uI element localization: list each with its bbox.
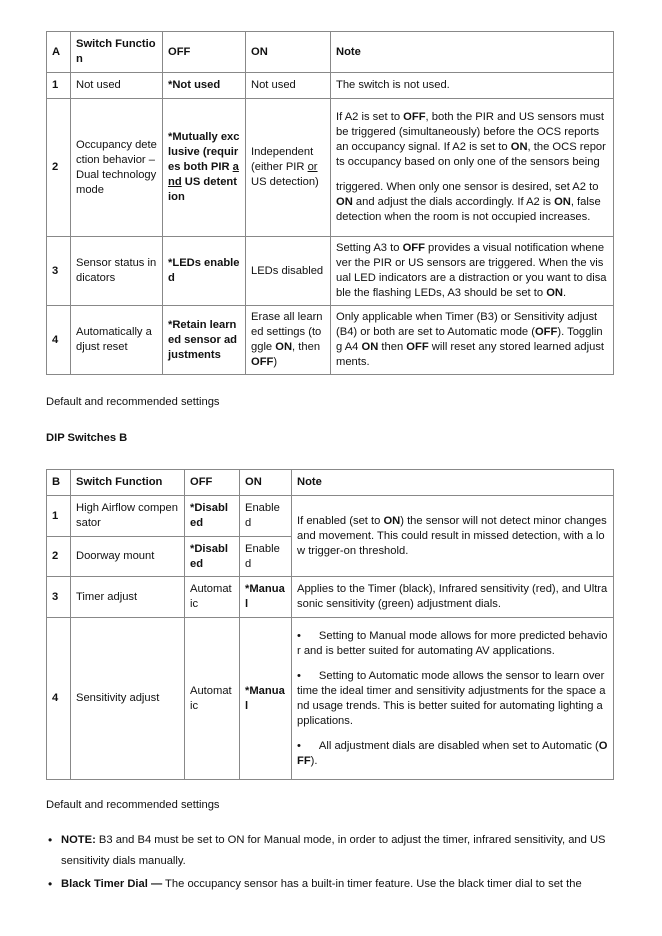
note-bold: ON xyxy=(554,196,571,208)
row-off: Automatic xyxy=(185,618,240,780)
table-header-row xyxy=(47,32,614,73)
header-note: Note xyxy=(292,470,614,496)
note-text: Only applicable when Timer (B3) or Sensitivity adjust (B4) or both are set to Automatic mode ( xyxy=(336,311,598,338)
note-text: ). xyxy=(310,754,318,767)
note-bold: ON xyxy=(546,287,563,299)
bullet: • xyxy=(297,629,301,642)
section-heading-dip-switches-b: DIP Switches B xyxy=(46,432,128,444)
note-text: All adjustment dials are disabled when set to Automatic ( xyxy=(318,739,599,752)
row-off: *Not used xyxy=(163,73,246,99)
note-text: ) the sensor will not detect minor changes and movement. This could result in missed detection, with a low trigger-on threshold. xyxy=(297,514,607,557)
header-id: A xyxy=(47,32,71,73)
row-id: 2 xyxy=(47,99,71,237)
row-note: Applies to the Timer (black), Infrared sensitivity (red), and Ultrasonic sensitivity (green) adjustment dials. xyxy=(292,577,614,618)
note-bold: ON xyxy=(336,196,353,208)
on-text: ) xyxy=(273,356,278,368)
notes-list xyxy=(46,830,631,897)
row-id: 4 xyxy=(47,618,71,780)
row-note xyxy=(331,99,614,237)
row-function: Doorway mount xyxy=(71,537,185,577)
table-row xyxy=(47,237,614,306)
row-on: *Manual xyxy=(240,618,292,780)
note-bold: OFF xyxy=(297,739,608,767)
row-function: Occupancy detection behavior – Dual technology mode xyxy=(71,99,163,237)
list-item xyxy=(61,830,631,872)
list-item xyxy=(61,874,631,895)
note-text: will reset any stored learned adjustments. xyxy=(336,341,605,368)
note-text: Setting to Automatic mode allows the sensor to learn over time the ideal timer and sensitivity adjustments for the space and usage trends. This is better suited for automating lighting applications. xyxy=(297,669,606,727)
note-bold: OFF xyxy=(534,326,558,338)
note-bold: ON xyxy=(510,141,528,153)
off-text: *Mutually exclusive (requires both PIR xyxy=(168,131,240,173)
note-bold: OFF xyxy=(406,341,429,353)
header-id: B xyxy=(47,470,71,496)
on-bold: ON xyxy=(275,341,293,353)
note-bold: OFF xyxy=(403,111,426,123)
table-b-caption: Default and recommended settings xyxy=(46,799,220,811)
row-id: 4 xyxy=(47,306,71,375)
row-on: *Manual xyxy=(240,577,292,618)
note-text: . xyxy=(563,287,567,299)
note-text: and adjust the dials accordingly. If A2 is xyxy=(352,196,555,208)
note-bold: OFF xyxy=(402,242,425,254)
on-text: , then xyxy=(292,341,321,353)
note-bold: ON xyxy=(383,514,401,527)
row-id: 1 xyxy=(47,496,71,537)
note-paragraph xyxy=(336,180,608,225)
table-row xyxy=(47,577,614,618)
note-text: provides a visual notification whenever the PIR or US sensors are triggered. When the visual LED indicators are a distraction or you want to disable the flashing LEDs, A3 should be set to xyxy=(336,242,607,299)
note-bullet xyxy=(297,739,608,769)
row-off: Automatic xyxy=(185,577,240,618)
row-note xyxy=(331,306,614,375)
row-function: Automatically adjust reset xyxy=(71,306,163,375)
row-note: The switch is not used. xyxy=(331,73,614,99)
header-switch-function: Switch Function xyxy=(71,470,185,496)
row-off xyxy=(163,99,246,237)
row-off: *LEDs enabled xyxy=(163,237,246,306)
row-note xyxy=(292,618,614,780)
on-text: Independent (either PIR xyxy=(251,146,314,173)
note-bullet xyxy=(297,629,608,659)
on-text: Erase all learned settings (toggle xyxy=(251,311,323,353)
row-note xyxy=(292,496,614,577)
note-label: Black Timer Dial — xyxy=(61,878,163,890)
table-row xyxy=(47,618,614,780)
row-on: Not used xyxy=(246,73,331,99)
note-text: The occupancy sensor has a built-in timer feature. Use the black timer dial to set the xyxy=(162,878,582,890)
header-on: ON xyxy=(240,470,292,496)
row-id: 1 xyxy=(47,73,71,99)
note-label: NOTE: xyxy=(61,834,96,846)
row-note xyxy=(331,237,614,306)
table-row xyxy=(47,73,614,99)
table-row xyxy=(47,306,614,375)
row-on xyxy=(246,99,331,237)
row-id: 2 xyxy=(47,537,71,577)
bullet: • xyxy=(297,739,301,752)
note-text: B3 and B4 must be set to ON for Manual mode, in order to adjust the timer, infrared sensitivity, and US sensitivity dials manually. xyxy=(61,834,606,867)
row-off: *Retain learned sensor adjustments xyxy=(163,306,246,375)
header-on: ON xyxy=(246,32,331,73)
note-text: , false detection when the room is not occupied increases. xyxy=(336,196,601,223)
note-text: ). Toggling A4 xyxy=(336,326,603,353)
table-row xyxy=(47,496,614,537)
row-on xyxy=(246,306,331,375)
note-text: Setting A3 to xyxy=(336,242,403,254)
row-on: Enabled xyxy=(240,537,292,577)
on-bold: OFF xyxy=(251,356,274,368)
note-text: triggered. When only one sensor is desired, set A2 to xyxy=(336,181,599,193)
dip-switches-a-table xyxy=(46,31,614,375)
header-note: Note xyxy=(331,32,614,73)
row-off: *Disabled xyxy=(185,496,240,537)
note-text: If A2 is set to xyxy=(336,111,404,123)
note-text: Setting to Manual mode allows for more predicted behavior and is better suited for automating AV applications. xyxy=(297,629,608,657)
table-header-row xyxy=(47,470,614,496)
note-text: , both the PIR and US sensors must be triggered (simultaneously) before the OCS reports an occupancy signal. If A2 is set to xyxy=(336,111,605,153)
note-text: then xyxy=(378,341,407,353)
row-function: Sensor status indicators xyxy=(71,237,163,306)
note-bullet xyxy=(297,669,608,729)
row-id: 3 xyxy=(47,237,71,306)
bullet: • xyxy=(297,669,301,682)
off-text: US detention xyxy=(168,176,237,203)
table-row xyxy=(47,99,614,237)
table-a-caption: Default and recommended settings xyxy=(46,396,220,408)
header-switch-function: Switch Function xyxy=(71,32,163,73)
note-bold: ON xyxy=(361,341,379,353)
on-underlined: or xyxy=(307,161,318,173)
note-paragraph xyxy=(336,110,608,170)
row-on: Enabled xyxy=(240,496,292,537)
row-id: 3 xyxy=(47,577,71,618)
on-text: US detection) xyxy=(251,176,319,188)
header-off: OFF xyxy=(163,32,246,73)
row-function: Sensitivity adjust xyxy=(71,618,185,780)
off-underlined: and xyxy=(168,161,239,188)
header-off: OFF xyxy=(185,470,240,496)
row-function: High Airflow compensator xyxy=(71,496,185,537)
row-function: Timer adjust xyxy=(71,577,185,618)
note-text: , the OCS reports occupancy based on only one of the sensors being xyxy=(336,141,606,168)
dip-switches-b-table xyxy=(46,469,614,780)
row-on: LEDs disabled xyxy=(246,237,331,306)
note-text: If enabled (set to xyxy=(297,514,384,527)
row-off: *Disabled xyxy=(185,537,240,577)
row-function: Not used xyxy=(71,73,163,99)
